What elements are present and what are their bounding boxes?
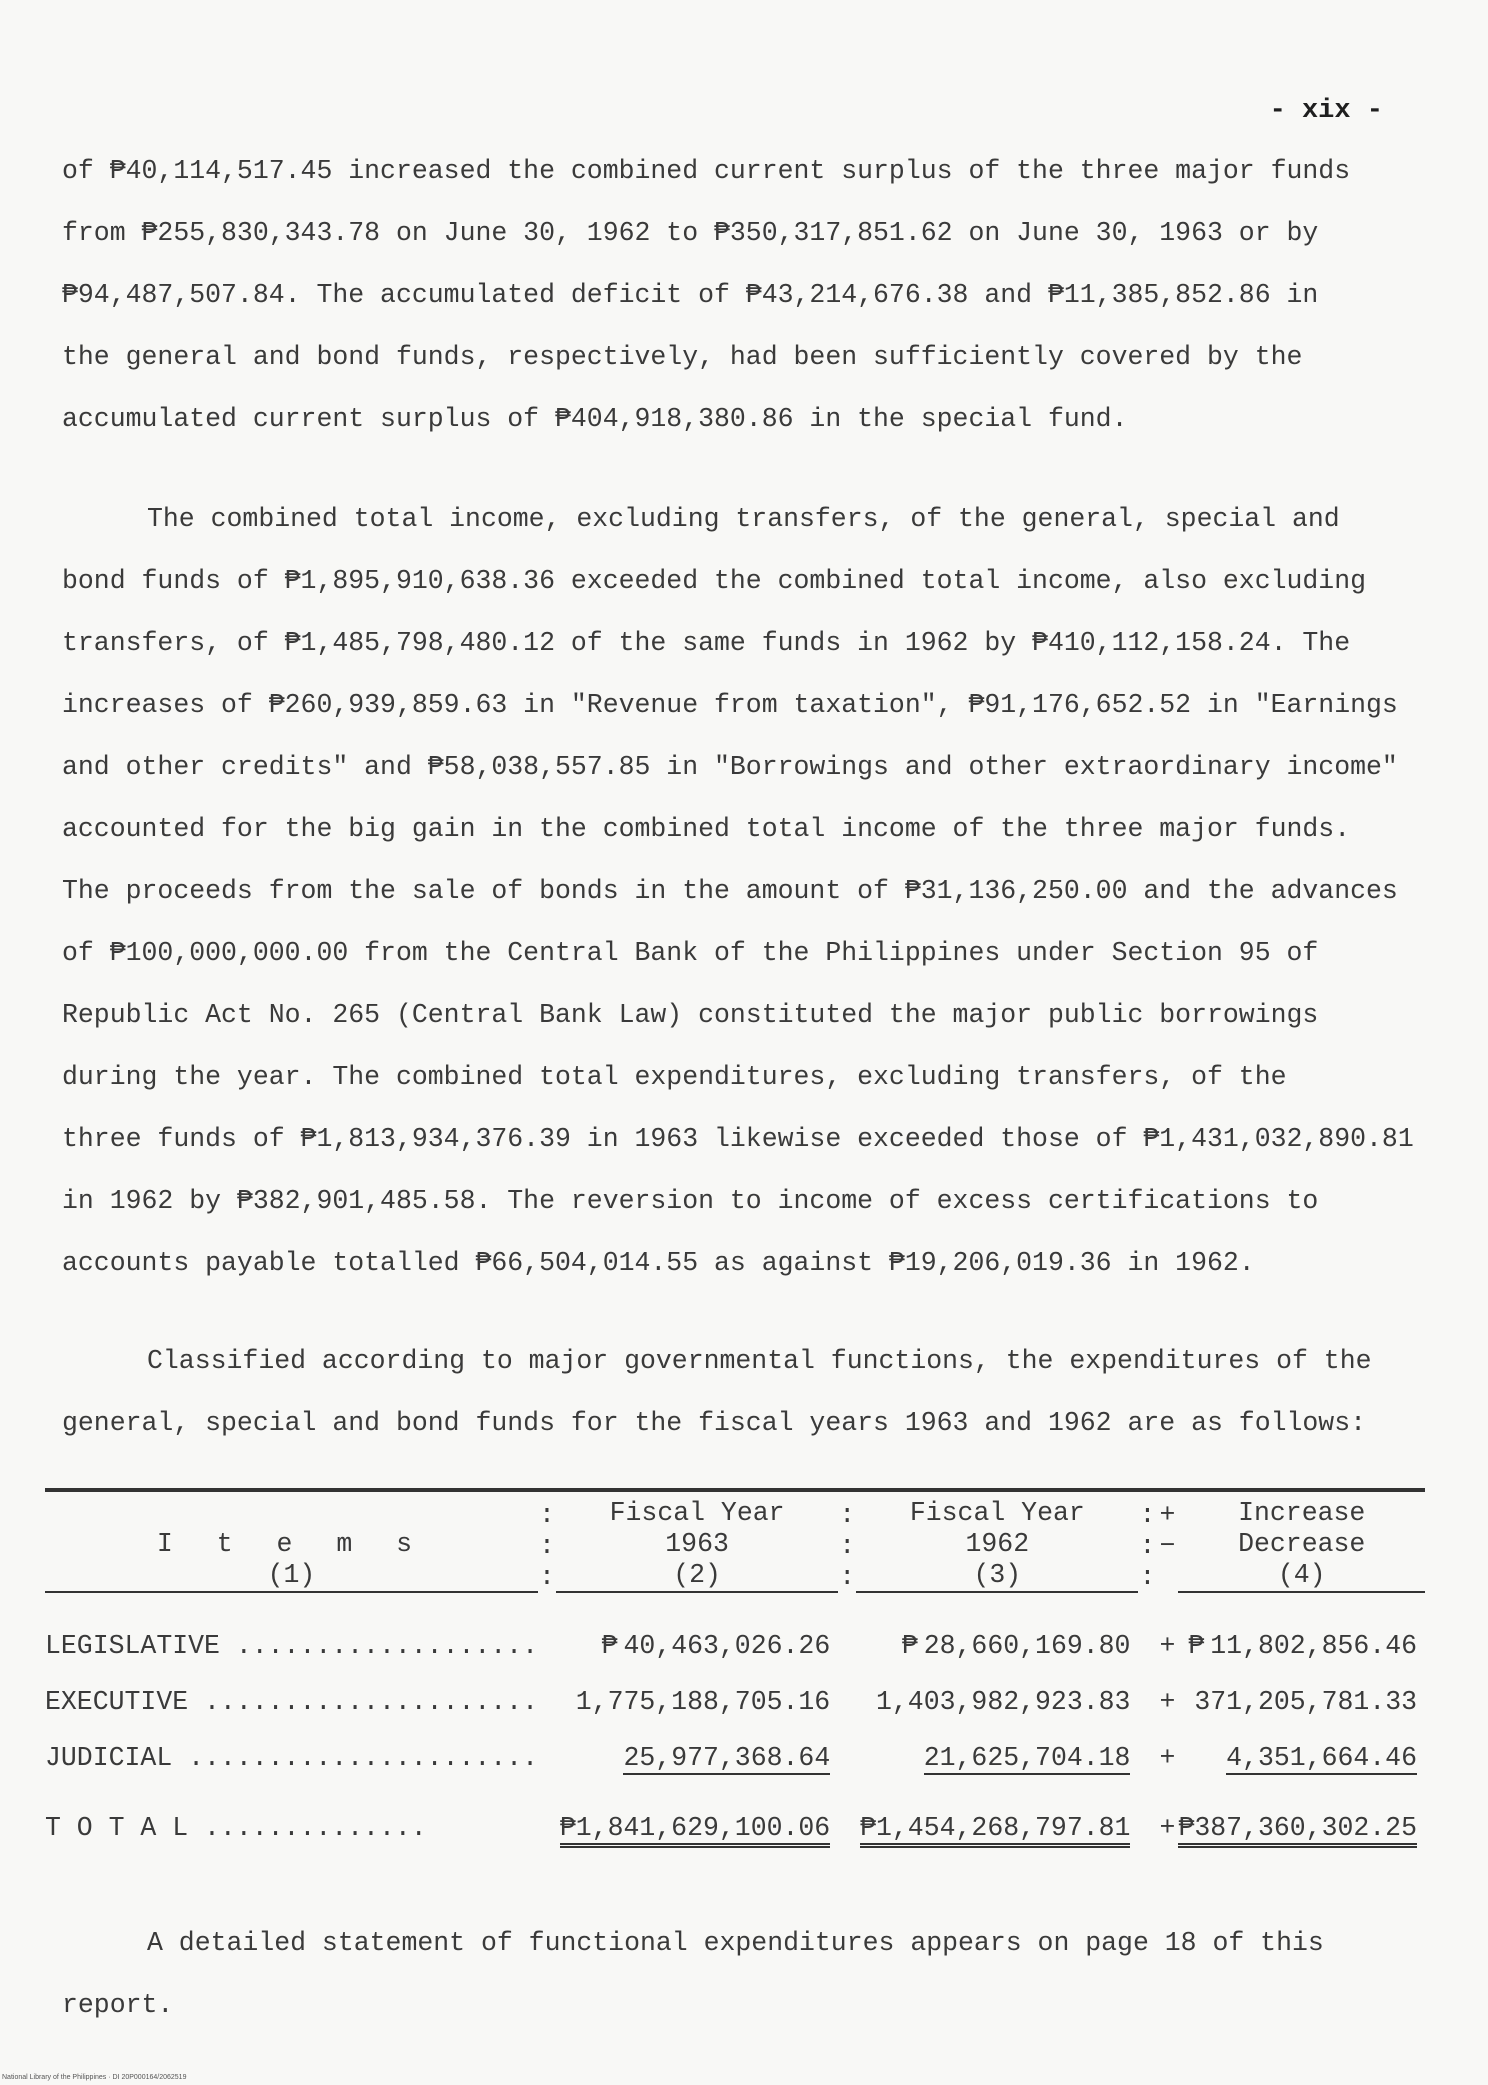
row-change xyxy=(1178,1661,1425,1717)
value: ₱1,454,268,797.81 xyxy=(860,1813,1130,1848)
header-items-blank xyxy=(45,1498,538,1529)
header-sign-minus: − xyxy=(1159,1531,1176,1561)
peso-sign: ₱ xyxy=(1188,1631,1205,1661)
text-line: Republic Act No. 265 (Central Bank Law) constituted the major public borrowings xyxy=(62,1000,1319,1030)
colon-mark: : xyxy=(839,1531,856,1561)
colon-mark: : xyxy=(539,1500,555,1530)
row-fy1962 xyxy=(856,1595,1138,1661)
header-colon xyxy=(538,1498,556,1595)
colon-mark: : xyxy=(1139,1500,1156,1530)
row-spacer xyxy=(838,1661,856,1717)
row-spacer xyxy=(838,1595,856,1661)
archive-footer: National Library of the Philippines · DI 20P000164/2062519 xyxy=(2,2074,187,2081)
row-spacer xyxy=(838,1773,856,1843)
row-sign: + xyxy=(1159,1743,1176,1773)
text-line: accounted for the big gain in the combined total income of the three major funds. xyxy=(62,814,1351,844)
text-line: increases of ₱260,939,859.63 in "Revenue from taxation", ₱91,176,652.52 in "Earnings xyxy=(62,690,1398,720)
row-fy1962 xyxy=(856,1661,1138,1717)
row-spacer xyxy=(1138,1773,1156,1843)
table-row xyxy=(45,1717,1425,1773)
table-row xyxy=(45,1661,1425,1717)
text-line: three funds of ₱1,813,934,376.39 in 1963 likewise exceeded those of ₱1,431,032,890.81 xyxy=(62,1124,1414,1154)
value: 371,205,781.33 xyxy=(1194,1687,1417,1717)
row-spacer xyxy=(538,1661,556,1717)
value: 11,802,856.46 xyxy=(1210,1631,1417,1661)
header-sign xyxy=(1156,1498,1178,1595)
row-fy1962 xyxy=(856,1717,1138,1773)
header-fy1963-label: Fiscal Year xyxy=(609,1498,785,1528)
table-row xyxy=(45,1595,1425,1661)
colon-mark: : xyxy=(539,1562,555,1592)
row-spacer xyxy=(1138,1661,1156,1717)
text-line: The combined total income, excluding transfers, of the general, special and xyxy=(147,504,1340,534)
text-line: of ₱100,000,000.00 from the Central Bank of the Philippines under Section 95 of xyxy=(62,938,1319,968)
expenditures-table xyxy=(45,1498,1425,1843)
header-items-num: (1) xyxy=(45,1560,538,1593)
value: 1,403,982,923.83 xyxy=(876,1687,1131,1717)
total-change xyxy=(1178,1773,1425,1843)
header-change-increase: Increase xyxy=(1238,1498,1366,1528)
paragraph-note xyxy=(62,1912,1452,2036)
row-change xyxy=(1178,1717,1425,1773)
row-sign: + xyxy=(1159,1631,1176,1661)
row-spacer xyxy=(538,1595,556,1661)
header-change-num: (4) xyxy=(1178,1560,1425,1593)
paragraph-income xyxy=(62,488,1452,1294)
paragraph-surplus xyxy=(62,140,1452,450)
row-change xyxy=(1178,1595,1425,1661)
value: 4,351,664.46 xyxy=(1226,1743,1417,1773)
text-line: A detailed statement of functional expenditures appears on page 18 of this xyxy=(147,1928,1324,1958)
value: 25,977,368.64 xyxy=(623,1743,831,1773)
text-line: of ₱40,114,517.45 increased the combined current surplus of the three major funds xyxy=(62,156,1351,186)
text-line: Classified according to major governmental functions, the expenditures of the xyxy=(147,1346,1372,1376)
colon-mark: : xyxy=(1139,1562,1156,1592)
text-line: ₱94,487,507.84. The accumulated deficit of ₱43,214,676.38 and ₱11,385,852.86 in xyxy=(62,280,1319,310)
value: 28,660,169.80 xyxy=(923,1631,1131,1661)
text-line: bond funds of ₱1,895,910,638.36 exceeded the combined total income, also excluding xyxy=(62,566,1367,596)
text-line: report. xyxy=(62,1990,174,2020)
text-line: the general and bond funds, respectively, had been sufficiently covered by the xyxy=(62,342,1303,372)
value: 1,775,188,705.16 xyxy=(575,1687,831,1717)
colon-mark: : xyxy=(1139,1531,1156,1561)
header-fy1963 xyxy=(556,1498,838,1595)
text-line: during the year. The combined total expenditures, excluding transfers, of the xyxy=(62,1062,1287,1092)
header-fy1963-year: 1963 xyxy=(665,1529,729,1559)
value: 40,463,026.26 xyxy=(623,1631,831,1661)
total-sign: + xyxy=(1159,1813,1176,1843)
header-fy1962-label: Fiscal Year xyxy=(909,1498,1085,1528)
total-fy1963 xyxy=(556,1773,838,1843)
text-line: accounts payable totalled ₱66,504,014.55 as against ₱19,206,019.36 in 1962. xyxy=(62,1248,1255,1278)
peso-sign: ₱ xyxy=(601,1631,618,1661)
text-line: from ₱255,830,343.78 on June 30, 1962 to ₱350,317,851.62 on June 30, 1963 or by xyxy=(62,218,1319,248)
text-line: accumulated current surplus of ₱404,918,380.86 in the special fund. xyxy=(62,404,1128,434)
colon-mark: : xyxy=(839,1562,856,1592)
peso-sign: ₱ xyxy=(901,1631,918,1661)
functional-expenditures-table xyxy=(45,1488,1425,1843)
page-number: - xix - xyxy=(1269,96,1383,126)
row-fy1963 xyxy=(556,1661,838,1717)
row-item: JUDICIAL ...................... xyxy=(45,1743,538,1773)
row-sign: + xyxy=(1159,1687,1176,1717)
row-item: EXECUTIVE ..................... xyxy=(45,1687,538,1717)
header-change-decrease: Decrease xyxy=(1238,1529,1366,1559)
row-spacer xyxy=(1138,1595,1156,1661)
colon-mark: : xyxy=(839,1500,856,1530)
header-fy1962 xyxy=(856,1498,1138,1595)
row-fy1963 xyxy=(556,1595,838,1661)
header-sign-plus: + xyxy=(1159,1500,1176,1530)
total-fy1962 xyxy=(856,1773,1138,1843)
value: ₱1,841,629,100.06 xyxy=(560,1813,830,1848)
header-items xyxy=(45,1498,538,1595)
header-row xyxy=(45,1498,1425,1595)
header-change xyxy=(1178,1498,1425,1595)
colon-mark: : xyxy=(539,1531,555,1561)
header-fy1962-num: (3) xyxy=(856,1560,1138,1593)
value: ₱387,360,302.25 xyxy=(1178,1813,1417,1848)
row-spacer xyxy=(1138,1717,1156,1773)
row-item: LEGISLATIVE ................... xyxy=(45,1631,538,1661)
table-top-rule xyxy=(45,1488,1425,1492)
text-line: transfers, of ₱1,485,798,480.12 of the same funds in 1962 by ₱410,112,158.24. The xyxy=(62,628,1351,658)
row-spacer xyxy=(838,1717,856,1773)
row-fy1963 xyxy=(556,1717,838,1773)
row-spacer xyxy=(538,1717,556,1773)
row-spacer xyxy=(538,1773,556,1843)
header-items-label: I t e m s xyxy=(156,1529,427,1559)
header-colon xyxy=(838,1498,856,1595)
text-line: and other credits" and ₱58,038,557.85 in "Borrowings and other extraordinary income" xyxy=(62,752,1398,782)
total-row xyxy=(45,1773,1425,1843)
header-fy1963-num: (2) xyxy=(556,1560,838,1593)
value: 21,625,704.18 xyxy=(923,1743,1131,1773)
total-label: T O T A L .............. xyxy=(45,1813,427,1843)
header-fy1962-year: 1962 xyxy=(965,1529,1030,1559)
text-line: The proceeds from the sale of bonds in the amount of ₱31,136,250.00 and the advances xyxy=(62,876,1398,906)
text-line: general, special and bond funds for the fiscal years 1963 and 1962 are as follows: xyxy=(62,1408,1367,1438)
paragraph-classification xyxy=(62,1330,1452,1454)
header-colon xyxy=(1138,1498,1156,1595)
header-sign-blank xyxy=(1156,1562,1178,1593)
text-line: in 1962 by ₱382,901,485.58. The reversion to income of excess certifications to xyxy=(62,1186,1319,1216)
